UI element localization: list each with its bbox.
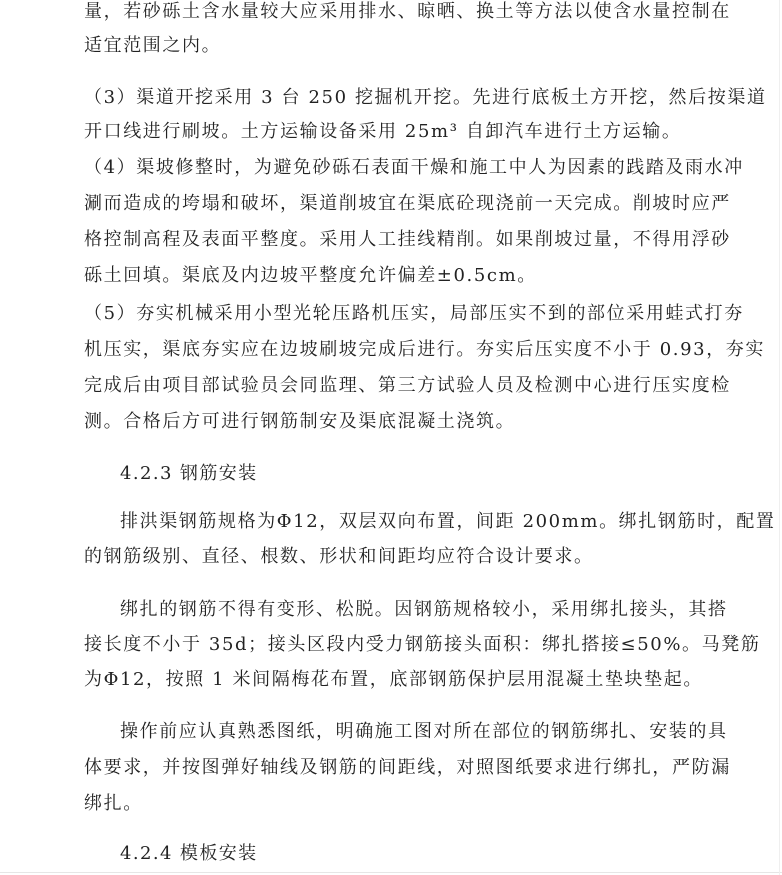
paragraph-line: （4）渠坡修整时，为避免砂砾石表面干燥和施工中人为因素的践踏及雨水冲 [84, 157, 744, 178]
paragraph-line: 涮而造成的垮塌和破坏，渠道削坡宜在渠底砼现浇前一天完成。削坡时应严 [84, 193, 731, 214]
paragraph-line: 格控制高程及表面平整度。采用人工挂线精削。如果削坡过量，不得用浮砂 [84, 229, 731, 250]
page-bottom-divider [0, 872, 782, 873]
paragraph-line: 量，若砂砾土含水量较大应采用排水、晾晒、换土等方法以使含水量控制在 [84, 1, 731, 22]
paragraph-line: 绑扎的钢筋不得有变形、松脱。因钢筋规格较小，采用绑扎接头，其搭 [120, 599, 728, 620]
paragraph-line: 为Φ12，按照 1 米间隔梅花布置，底部钢筋保护层用混凝土垫块垫起。 [84, 669, 703, 690]
paragraph-line: 体要求，并按图弹好轴线及钢筋的间距线，对照图纸要求进行绑扎，严防漏 [84, 757, 731, 778]
paragraph-line: 接长度不小于 35d；接头区段内受力钢筋接头面积：绑扎搭接≤50%。马凳筋 [84, 634, 761, 655]
section-heading: 4.2.4 模板安装 [120, 843, 258, 864]
paragraph-line: 操作前应认真熟悉图纸，明确施工图对所在部位的钢筋绑扎、安装的具 [120, 721, 728, 742]
paragraph-line: 测。合格后方可进行钢筋制安及渠底混凝土浇筑。 [84, 411, 516, 432]
paragraph-line: 排洪渠钢筋规格为Φ12，双层双向布置，间距 200mm。绑扎钢筋时，配置 [120, 511, 776, 532]
paragraph-line: 机压实，渠底夯实应在边坡刷坡完成后进行。夯实后压实度不小于 0.93，夯实 [84, 339, 765, 360]
page-right-edge [779, 0, 780, 875]
paragraph-line: （5）夯实机械采用小型光轮压路机压实，局部压实不到的部位采用蛙式打夯 [84, 303, 744, 324]
section-heading: 4.2.3 钢筋安装 [120, 463, 258, 484]
paragraph-line: 绑扎。 [84, 793, 143, 814]
paragraph-line: 砾土回填。渠底及内边坡平整度允许偏差±0.5cm。 [84, 265, 537, 286]
paragraph-line: 适宜范围之内。 [84, 35, 222, 56]
paragraph-line: 的钢筋级别、直径、根数、形状和间距均应符合设计要求。 [84, 546, 594, 567]
paragraph-line: 开口线进行刷坡。土方运输设备采用 25m³ 自卸汽车进行土方运输。 [84, 121, 682, 142]
paragraph-line: （3）渠道开挖采用 3 台 250 挖掘机开挖。先进行底板土方开挖，然后按渠道 [84, 87, 767, 108]
paragraph-line: 完成后由项目部试验员会同监理、第三方试验人员及检测中心进行压实度检 [84, 375, 731, 396]
